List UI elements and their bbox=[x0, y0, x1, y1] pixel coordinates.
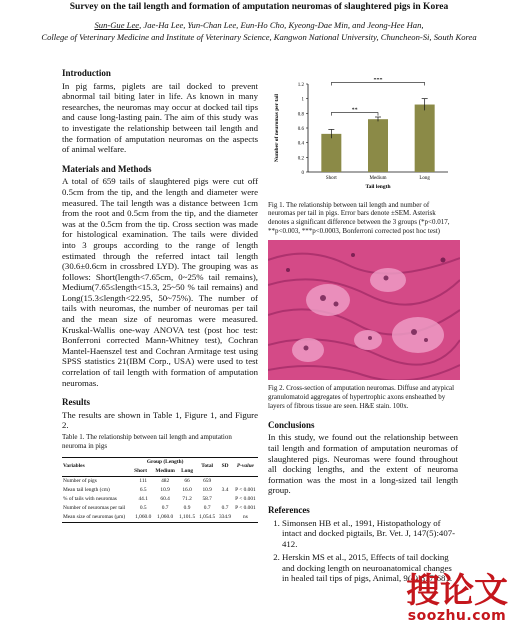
table-cell: 0.7 bbox=[221, 504, 229, 511]
references-heading: References bbox=[268, 504, 310, 515]
y-tick-label: 1.2 bbox=[297, 83, 304, 88]
table-cell: 0.9 bbox=[183, 504, 191, 511]
table-cell: 1,060.0 bbox=[135, 513, 152, 520]
right-column bbox=[268, 78, 458, 587]
left-column bbox=[62, 68, 258, 523]
poster-title: Survey on the tail length and formation of amputation neuromas of slaughtered pigs in Korea bbox=[69, 2, 449, 12]
coauthors: , Jae-Ha Lee, Yun-Chan Lee, Eun-Ho Cho, Kyeong-Dae Min, and Jeong-Hee Han, bbox=[139, 20, 424, 30]
conclusions-heading: Conclusions bbox=[268, 419, 315, 430]
fig1-caption: Fig 1. The relationship between tail length and number of neuromas per tail in pigs. Error bars denote ±SEM. Asterisk denotes a significant difference between the 3 groups (*p<0.017, **p<0.003, ***p<0.0003, Bonferroni corrected post hoc test) bbox=[268, 200, 450, 235]
table-cell: 71.2 bbox=[182, 495, 192, 502]
table-cell: 0.5 bbox=[139, 504, 147, 511]
table-cell: Mean tail length (cm) bbox=[63, 486, 110, 493]
table-cell bbox=[217, 476, 233, 486]
table-header: Total bbox=[201, 463, 214, 470]
y-tick-label: 0.2 bbox=[297, 156, 304, 162]
bar bbox=[321, 134, 341, 172]
table-cell: 1,060.0 bbox=[157, 513, 174, 520]
table-header: P-value bbox=[236, 463, 254, 470]
results-table bbox=[62, 457, 258, 523]
table-cell: 1,101.5 bbox=[178, 513, 196, 520]
x-axis-label: Tail length bbox=[365, 184, 391, 190]
conclusions-text: In this study, we found out the relationship between tail length and formation of amputation neuromas of slaughtered pigs. Neuromas were found throughout all docking lengths, and the extent of neuroma formation was the most in a long-sized tail length group. bbox=[268, 432, 458, 496]
results-text: The results are shown in Table 1, Figure 1, and Figure 2. bbox=[62, 409, 258, 431]
significance-label: *** bbox=[373, 78, 383, 84]
table-cell: 659 bbox=[203, 477, 212, 484]
x-tick-label: Medium bbox=[369, 176, 387, 181]
table-cell: Number of neuromas per tail bbox=[63, 504, 126, 511]
histology-micrograph bbox=[268, 240, 460, 380]
fig2-caption: Fig 2. Cross-section of amputation neuromas. Diffuse and atypical granulomatoid aggregates of hypertrophic axons ensheathed by layers of fibrous tissue are seen. H&E stain. 100x. bbox=[268, 384, 455, 410]
table-cell: 0.7 bbox=[161, 504, 169, 511]
table-cell: 60.4 bbox=[160, 495, 170, 502]
y-tick-label: 0 bbox=[301, 171, 304, 176]
table-cell: 16.0 bbox=[182, 486, 192, 493]
table-cell: 10.9 bbox=[202, 486, 212, 493]
table-cell: % of tails with neuromas bbox=[63, 495, 117, 502]
x-tick-label: Short bbox=[325, 176, 337, 181]
neuroma-bar-chart bbox=[268, 78, 458, 196]
table-row bbox=[62, 504, 258, 513]
watermark-logo bbox=[406, 571, 508, 624]
presenter-name: Sun-Gue Lee bbox=[94, 20, 140, 30]
table-cell: 58.7 bbox=[202, 495, 212, 502]
significance-label: ** bbox=[351, 107, 358, 114]
y-tick-label: 0.8 bbox=[297, 112, 304, 118]
table-cell: 44.1 bbox=[138, 495, 148, 502]
y-tick-label: 1 bbox=[301, 97, 304, 103]
table-cell: 334.9 bbox=[218, 513, 232, 520]
table-cell: 10.9 bbox=[160, 486, 170, 493]
table-cell: Mean size of neuromas (μm) bbox=[63, 513, 126, 520]
table-cell bbox=[217, 495, 233, 504]
table-caption: Table 1. The relationship between tail length and amputation neuroma in pigs bbox=[62, 433, 232, 450]
table-cell: P < 0.001 bbox=[235, 486, 256, 493]
watermark-chars: 搜论文 bbox=[406, 571, 508, 611]
table-cell: ns bbox=[243, 513, 248, 520]
author-block bbox=[30, 20, 488, 43]
bar bbox=[415, 105, 435, 172]
table-header: Medium bbox=[155, 467, 175, 474]
table-cell: 66 bbox=[184, 477, 190, 484]
table-row bbox=[62, 495, 258, 504]
table-row bbox=[62, 513, 258, 523]
y-tick-label: 0.6 bbox=[297, 127, 304, 132]
watermark-url: soozhu.com bbox=[407, 608, 507, 624]
y-axis-label: Number of neuromas per tail bbox=[274, 93, 280, 163]
bar bbox=[368, 119, 388, 172]
table-group-header: Group (Length) bbox=[146, 458, 184, 465]
y-tick-label: 0.4 bbox=[297, 141, 304, 147]
reference-item: 2. Herskin MS et al., 2015, Effects of tail docking and docking length on neuroanatomical changes in healed tail tips of pigs, Animal, 9(4):677-681. bbox=[282, 552, 458, 584]
table-cell: 1,054.5 bbox=[199, 513, 216, 520]
table-cell: 0.7 bbox=[203, 504, 211, 511]
table-cell: 111 bbox=[139, 477, 148, 484]
methods-heading: Materials and Methods bbox=[62, 163, 152, 174]
methods-text: A total of 659 tails of slaughtered pigs were cut off 0.5cm from the tip, and the length and diameter were measured. The tail length was a distance between 1cm from the root and 0.5cm from the tip, and the diameter was at the 0.5cm from the tip. Cross section was made for histological examination. The tails were divided into 3 groups according to the range of length estimated through the referred intact tail length (30.6±0.6cm in crossbred LYD). The grouping was as follows: Short(length<7.65cm, 0~25% tail remains), Medium(7.65≤length<15.3, 25~50 % tail remains) and Long(15.3≤length<22.95, 50~75%). The number of tails with neuromas, the number of neuromas per tail and the mean size of neuromas were measured. Kruskal-Wallis one-way ANOVA test (post hoc test: Bonferroni corrected Mann-Whitney test), Cochran Mantel-Haenszel test and Cochran Armitage test using SPSS statistics 21(IBM Corp., USA) were used to test correlation of tail length with formation of amputation neuromas. bbox=[62, 176, 258, 388]
table-cell: 3.4 bbox=[221, 486, 229, 493]
table-header: SD bbox=[221, 463, 229, 470]
table-row bbox=[62, 486, 258, 495]
table-cell: 6.5 bbox=[139, 486, 147, 493]
table-header: Variables bbox=[63, 463, 85, 470]
table-header: Short bbox=[134, 467, 148, 474]
x-tick-label: Long bbox=[419, 176, 430, 181]
table-cell: Number of pigs bbox=[63, 477, 97, 484]
table-row bbox=[62, 476, 258, 486]
table-cell: P < 0.001 bbox=[235, 504, 256, 511]
reference-item: 1. Simonsen HB et al., 1991, Histopathology of intact and docked pigtails, Br. Vet. J, 147(5):407-412. bbox=[282, 518, 458, 550]
table-cell: P < 0.001 bbox=[235, 495, 256, 502]
intro-text: In pig farms, piglets are tail docked to prevent abnormal tail biting later in life. As known in many researches, the neuromas may occur at docked tail tips and cause long-lasting pain. The aim of this study was to investigate the relationship between tail length and the formation of amputation neuromas on the aspects of animal welfare. bbox=[62, 80, 258, 155]
results-heading: Results bbox=[62, 397, 91, 408]
affiliation: College of Veterinary Medicine and Institute of Veterinary Science, Kangwon National University, Chuncheon-Si, South Korea bbox=[41, 31, 477, 42]
table-cell bbox=[233, 476, 258, 486]
table-cell: 482 bbox=[161, 477, 170, 484]
table-header: Long bbox=[181, 467, 194, 474]
intro-heading: Introduction bbox=[62, 68, 111, 78]
